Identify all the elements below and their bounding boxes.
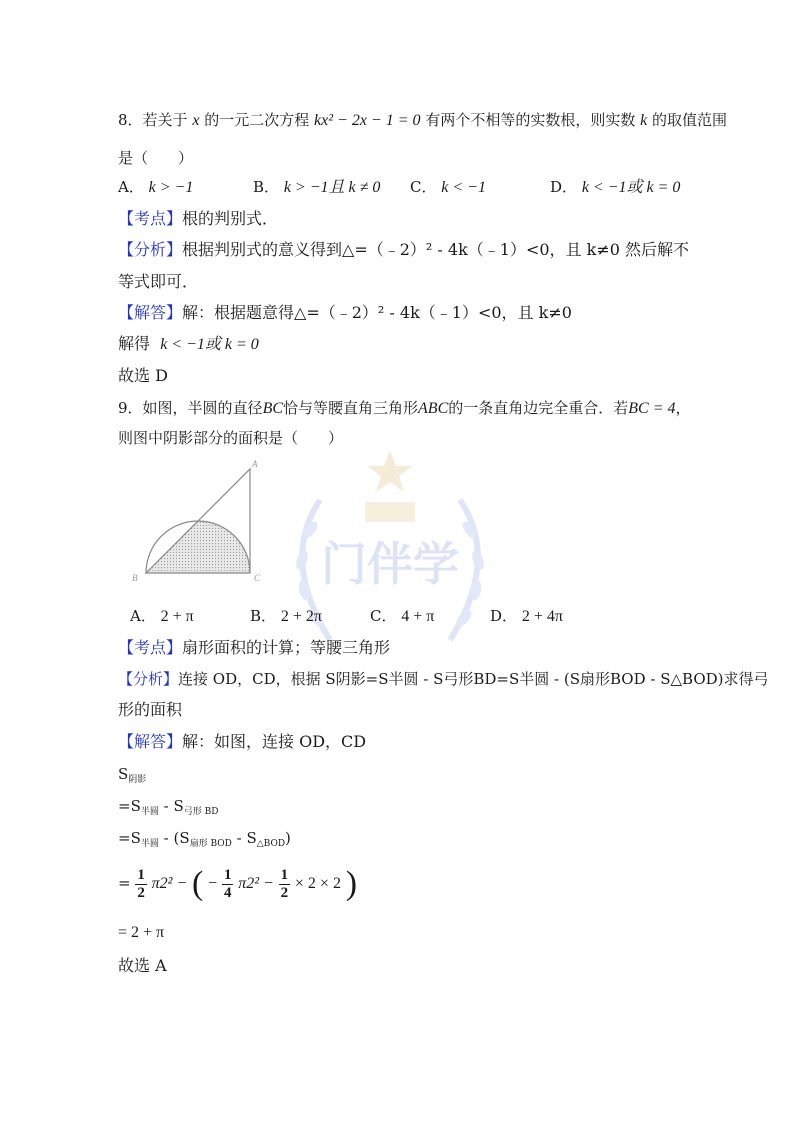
q8-fenxi-cont: 等式即可． — [118, 272, 199, 291]
q9-stem-line1: 9．如图，半圆的直径BC恰与等腰直角三角形ABC的一条直角边完全重合．若BC = 4， — [118, 399, 691, 417]
q9-figure — [130, 455, 270, 590]
q9-fenxi: 【分析】连接 OD，CD，根据 S阴影=S半圆 - S弓形BD=S半圆 - (S扇形BOD - S△BOD)求得弓 — [118, 670, 769, 688]
q9-fenxi-cont: 形的面积 — [118, 700, 183, 719]
q8-fenxi: 【分析】根据判别式的意义得到△=（﹣2）² - 4k（﹣1）<0，且 k≠0 然后解不 — [118, 240, 689, 259]
q9-s-shadow: $S_{阴影}$ — [118, 765, 147, 785]
label-a: A — [252, 459, 258, 469]
q8-jieda: 【解答】解：根据题意得△=（﹣2）² - 4k（﹣1）<0，且 k≠0 — [118, 303, 572, 322]
q8-equation: kx² − 2x − 1 = 0 — [314, 112, 421, 129]
q8-options: A． k > −1 B． k > −1且 k ≠ 0 C． k < −1 D． k < −1或 k = 0 — [118, 178, 681, 196]
q8-stem-line2: 是（ ） — [118, 149, 194, 167]
q8-jieda-result: 解得 k < −1或 k = 0 — [118, 334, 259, 353]
label-b: B — [132, 573, 138, 583]
q9-options: A． 2 + π B． 2 + 2π C． 4 + π D． 2 + 4π — [130, 607, 563, 625]
label-c: C — [254, 573, 261, 583]
q9-step3: = $\frac{1}{2}$ π2² − ( − $\frac{1}{4}$ π2² − $\frac{1}{2}$ × 2 × 2 ) — [118, 865, 358, 902]
watermark-logo — [260, 440, 520, 670]
q9-stem-line2: 则图中阴影部分的面积是（ ） — [118, 429, 344, 447]
q9-conclusion: 故选 A — [118, 956, 167, 975]
q9-step2: $=S_{半圆} - (S_{扇形 BOD} - S_{\triangle BOD})$ — [118, 829, 291, 849]
q8-stem-line1: 8．若关于 x 的一元二次方程 kx² − 2x − 1 = 0 有两个不相等的实数根，则实数 k 的取值范围 — [118, 111, 728, 129]
q9-step4: = 2 + π — [118, 924, 165, 941]
q8-conclusion: 故选 D — [118, 366, 168, 385]
watermark-text: 门伴学 — [321, 537, 459, 591]
q9-kaodian: 【考点】扇形面积的计算；等腰三角形 — [118, 638, 391, 657]
q9-jieda: 【解答】解：如图，连接 OD，CD — [118, 732, 367, 751]
q8-kaodian: 【考点】根的判别式． — [118, 209, 279, 228]
q9-step1: $=S_{半圆} - S_{弓形 BD}$ — [118, 797, 219, 817]
